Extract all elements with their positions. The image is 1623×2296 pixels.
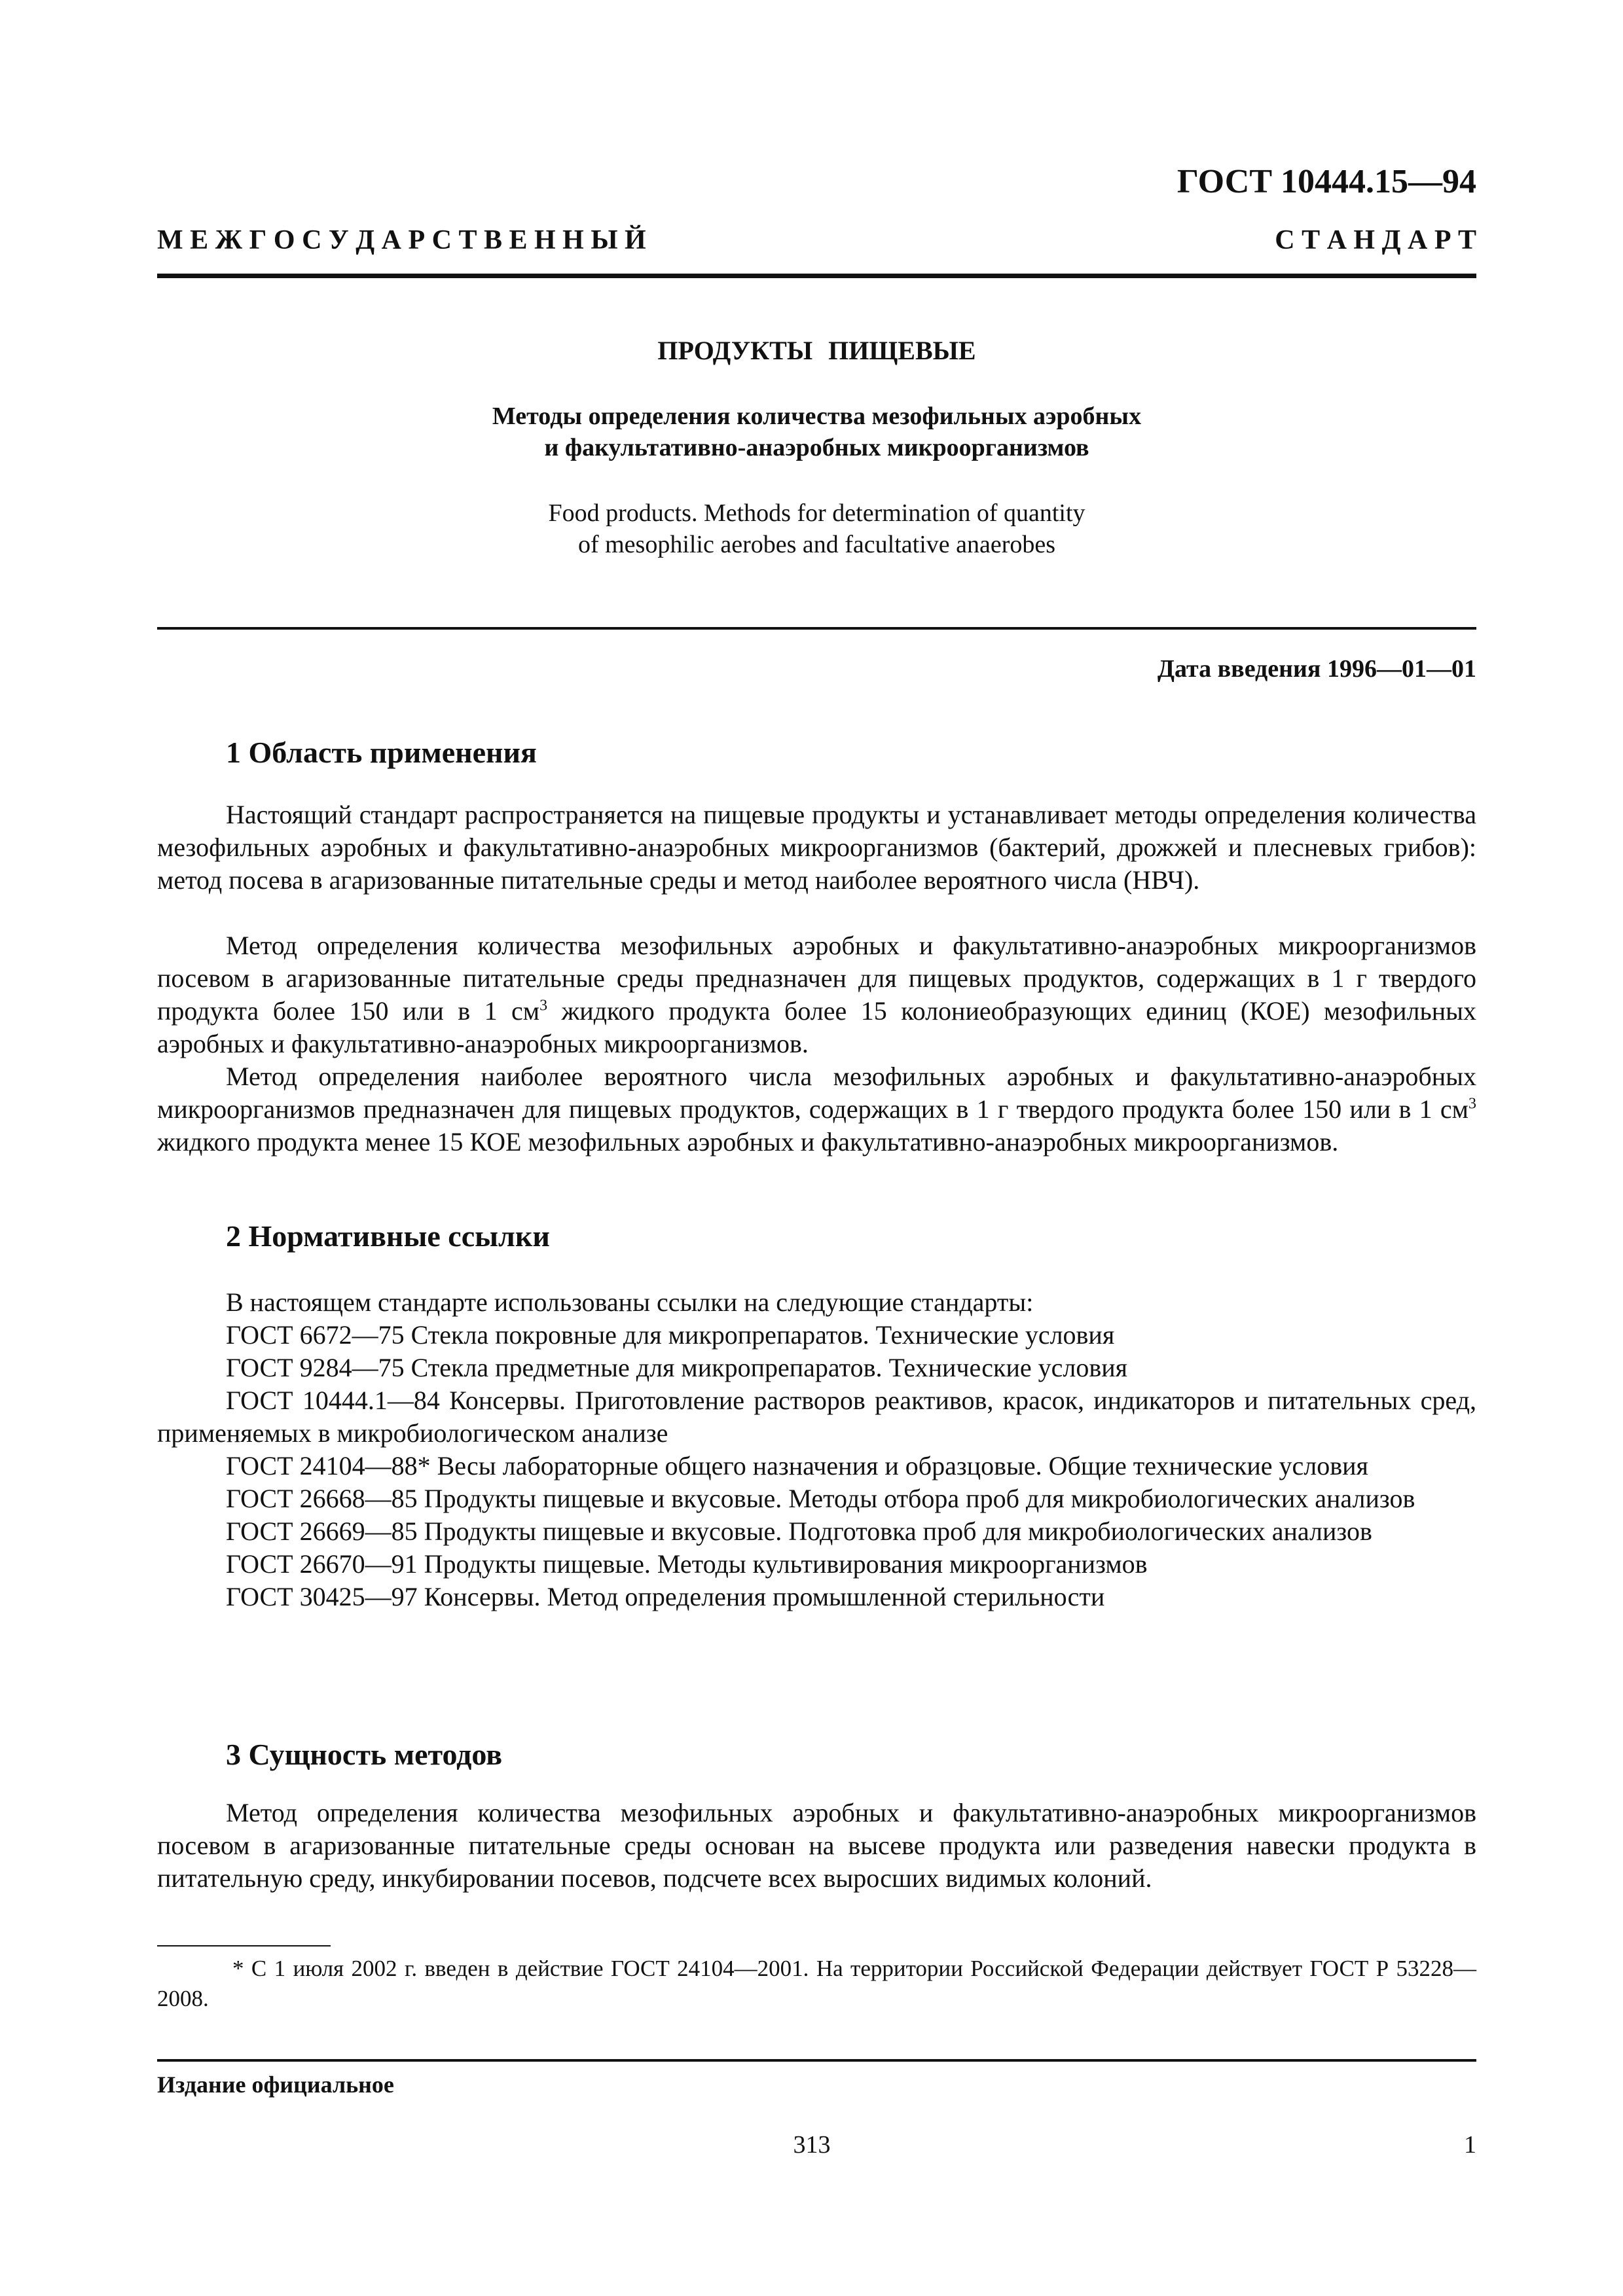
subtitle-line-2: и факультативно-анаэробных микроорганизмов xyxy=(544,434,1089,461)
section-1-paragraph-2 xyxy=(157,929,1476,1060)
introduction-date: Дата введения 1996—01—01 xyxy=(1157,655,1476,683)
superscript: 3 xyxy=(1468,1095,1476,1113)
subtitle-line-1: Методы определения количества мезофильных аэробных xyxy=(492,403,1142,430)
standard-kind-word-2: С Т А Н Д А Р Т xyxy=(1275,225,1476,255)
page-number-collection: 313 xyxy=(793,2131,831,2159)
references-intro: В настоящем стандарте использованы ссылки на следующие стандарты: xyxy=(226,1287,1034,1317)
section-3-paragraph-1: Метод определения количества мезофильных аэробных и факультативно-анаэробных микроорганизмов посевом в агаризованные питательные среды основан на высеве продукта или разведения навески продукта в питательную среду, инкубировании посевов, подсчете всех выросших видимых колоний. xyxy=(157,1798,1476,1893)
standard-kind-word-1: М Е Ж Г О С У Д А Р С Т В Е Н Н Ы Й xyxy=(157,225,646,255)
section-2-heading: 2 Нормативные ссылки xyxy=(226,1219,550,1253)
footer-rule xyxy=(157,2059,1476,2062)
reference-item: ГОСТ 24104—88* Весы лабораторные общего назначения и образцовые. Общие технические условия xyxy=(226,1451,1368,1480)
page-number: 1 xyxy=(1464,2131,1476,2159)
paragraph-text: Метод определения наиболее вероятного числа мезофильных аэробных и факультативно-анаэробных микроорганизмов предназначен для пищевых продуктов, содержащих в 1 г твердого продукта более 150 или в 1 см xyxy=(157,1062,1476,1124)
paragraph-text: жидкого продукта более 15 колониеобразующих единиц (КОЕ) мезофильных аэробных и факультативно-анаэробных микроорганизмов. xyxy=(157,996,1476,1058)
reference-item: ГОСТ 26669—85 Продукты пищевые и вкусовые. Подготовка проб для микробиологических анализов xyxy=(226,1516,1372,1546)
footnote: * С 1 июля 2002 г. введен в действие ГОСТ 24104—2001. На территории Российской Федерации действует ГОСТ Р 53228—2008. xyxy=(157,1956,1476,2011)
reference-item: ГОСТ 26668—85 Продукты пищевые и вкусовые. Методы отбора проб для микробиологических анализов xyxy=(226,1484,1415,1513)
reference-item: ГОСТ 9284—75 Стекла предметные для микропрепаратов. Технические условия xyxy=(226,1353,1128,1382)
reference-item: ГОСТ 10444.1—84 Консервы. Приготовление растворов реактивов, красок, индикаторов и питательных сред, применяемых в микробиологическом анализе xyxy=(157,1386,1476,1448)
superscript: 3 xyxy=(539,997,548,1014)
paragraph-text: Метод определения количества мезофильных аэробных и факультативно-анаэробных микроорганизмов посевом в агаризованные питательные среды предназначен для пищевых продуктов, содержащих в 1 г твердого продукта более 150 или в 1 см xyxy=(157,931,1476,1026)
title-rule xyxy=(157,627,1476,630)
section-1-paragraph-1: Настоящий стандарт распространяется на пищевые продукты и устанавливает методы определения количества мезофильных аэробных и факультативно-анаэробных микроорганизмов (бактерий, дрожжей и плесневых грибов): метод посева в агаризованные питательные среды и метод наиболее вероятного числа (НВЧ). xyxy=(157,800,1476,895)
document-title: ПРОДУКТЫ ПИЩЕВЫЕ xyxy=(657,336,976,365)
standard-kind-banner xyxy=(157,224,1476,256)
english-title-line-1: Food products. Methods for determination of quantity xyxy=(548,499,1085,527)
reference-item: ГОСТ 26670—91 Продукты пищевые. Методы культивирования микроорганизмов xyxy=(226,1549,1148,1579)
header-rule xyxy=(157,274,1476,278)
english-title xyxy=(157,497,1476,560)
reference-item: ГОСТ 30425—97 Консервы. Метод определения промышленной стерильности xyxy=(226,1582,1105,1611)
document-subtitle xyxy=(157,401,1476,463)
reference-list xyxy=(157,1319,1476,1613)
english-title-line-2: of mesophilic aerobes and facultative anaerobes xyxy=(577,531,1056,558)
paragraph-text: жидкого продукта менее 15 КОЕ мезофильных аэробных и факультативно-анаэробных микроорганизмов. xyxy=(157,1127,1339,1157)
section-1-paragraph-3 xyxy=(157,1060,1476,1158)
footnote-separator xyxy=(157,1945,331,1946)
edition-label: Издание официальное xyxy=(157,2072,394,2098)
section-3-heading: 3 Сущность методов xyxy=(226,1738,503,1771)
section-1-heading: 1 Область применения xyxy=(226,736,537,769)
reference-item: ГОСТ 6672—75 Стекла покровные для микропрепаратов. Технические условия xyxy=(226,1320,1115,1350)
gost-number: ГОСТ 10444.15—94 xyxy=(1176,163,1476,200)
